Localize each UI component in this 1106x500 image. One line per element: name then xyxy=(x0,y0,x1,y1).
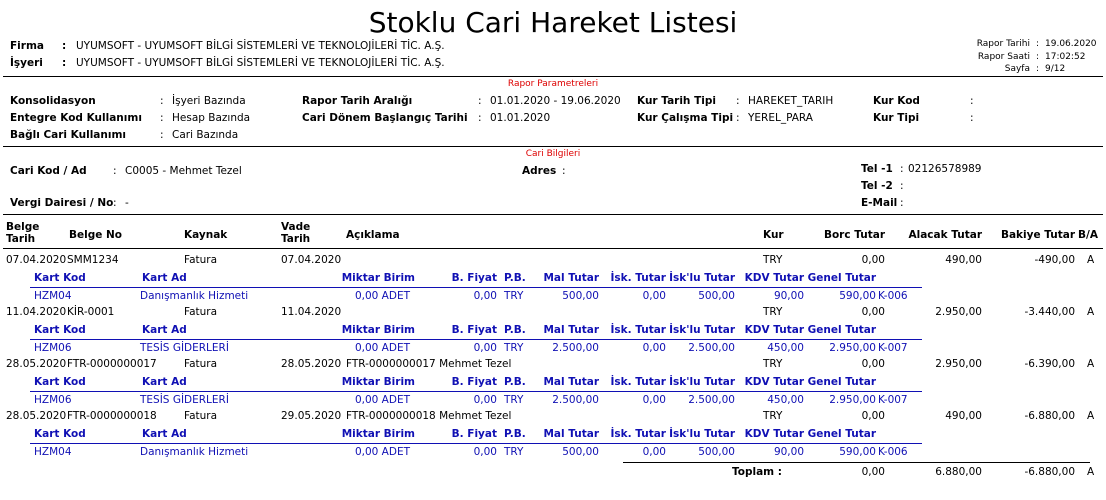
sub-col-miktar-birim: Miktar Birim xyxy=(341,272,415,284)
tx-belge-tarih: 28.05.2020 xyxy=(6,410,67,422)
sayfa-label: Sayfa xyxy=(1004,64,1030,74)
entegre-sep: : xyxy=(160,112,164,124)
col-kur: Kur xyxy=(763,229,784,241)
kur-tarih-tipi-sep: : xyxy=(736,95,740,107)
tx-kur: TRY xyxy=(763,358,783,370)
detail-isk-tutar: 0,00 xyxy=(642,342,666,354)
col-belge-no: Belge No xyxy=(69,229,123,241)
sub-header-divider xyxy=(30,391,922,392)
detail-mal-tutar: 500,00 xyxy=(562,290,599,302)
tarih-araligi-label: Rapor Tarih Aralığı xyxy=(302,95,413,107)
totals-alacak: 6.880,00 xyxy=(935,466,982,478)
detail-genel-tutar: 2.950,00 xyxy=(829,394,876,406)
sub-col-miktar-birim: Miktar Birim xyxy=(341,324,415,336)
tx-alacak: 2.950,00 xyxy=(935,358,982,370)
tx-borc: 0,00 xyxy=(861,254,885,266)
totals-label: Toplam : xyxy=(732,466,782,478)
tx-aciklama: FTR-0000000018 Mehmet Tezel xyxy=(346,410,512,422)
sub-col-pb: P.B. xyxy=(504,324,526,336)
col-bakiye: Bakiye Tutar xyxy=(1000,229,1075,241)
detail-b-fiyat: 0,00 xyxy=(473,446,497,458)
sub-col-mal-tutar: Mal Tutar xyxy=(543,428,599,440)
detail-kod: K-006 xyxy=(878,290,908,302)
email-sep: : xyxy=(900,197,904,209)
col-alacak: Alacak Tutar xyxy=(908,229,982,241)
sub-col-genel-tutar: Genel Tutar xyxy=(807,376,876,388)
detail-miktar: 0,00 ADET xyxy=(354,290,410,302)
donem-label: Cari Dönem Başlangıç Tarihi xyxy=(302,112,468,124)
sub-col-iskli-tutar: İsk'lu Tutar xyxy=(669,272,735,284)
konsolidasyon-sep: : xyxy=(160,95,164,107)
tx-kur: TRY xyxy=(763,306,783,318)
tx-vade-tarih: 28.05.2020 xyxy=(281,358,342,370)
tx-alacak: 490,00 xyxy=(945,254,982,266)
sub-col-kart-ad: Kart Ad xyxy=(142,272,187,284)
bagli-label: Bağlı Cari Kullanımı xyxy=(10,129,127,141)
kur-kod-label: Kur Kod xyxy=(873,95,920,107)
kur-kod-sep: : xyxy=(970,95,974,107)
detail-kart-kod: HZM04 xyxy=(34,446,72,458)
tx-belge-tarih: 28.05.2020 xyxy=(6,358,67,370)
sub-col-kart-kod: Kart Kod xyxy=(34,428,86,440)
kur-calisma-sep: : xyxy=(736,112,740,124)
konsolidasyon-label: Konsolidasyon xyxy=(10,95,96,107)
email-label: E-Mail xyxy=(861,197,898,209)
divider xyxy=(3,76,1103,77)
kur-tarih-tipi-label: Kur Tarih Tipi xyxy=(637,95,716,107)
tx-vade-tarih: 11.04.2020 xyxy=(281,306,342,318)
detail-kdv-tutar: 90,00 xyxy=(773,446,804,458)
sub-col-kart-ad: Kart Ad xyxy=(142,376,187,388)
isyeri-label: İşyeri xyxy=(10,57,43,69)
sub-col-kdv-tutar: KDV Tutar xyxy=(744,376,804,388)
tx-kaynak: Fatura xyxy=(184,254,218,266)
col-kaynak: Kaynak xyxy=(184,229,228,241)
detail-isk-tutar: 0,00 xyxy=(642,290,666,302)
divider xyxy=(3,248,1103,249)
sub-col-iskli-tutar: İsk'lu Tutar xyxy=(669,324,735,336)
detail-pb: TRY xyxy=(504,290,524,302)
tarih-araligi-sep: : xyxy=(478,95,482,107)
sub-col-iskli-tutar: İsk'lu Tutar xyxy=(669,428,735,440)
rapor-saati-sep: : xyxy=(1036,52,1040,62)
firma-value: UYUMSOFT - UYUMSOFT BİLGİ SİSTEMLERİ VE TEKNOLOJİLERİ TİC. A.Ş. xyxy=(76,40,445,52)
sub-col-b-fiyat: B. Fiyat xyxy=(451,376,497,388)
detail-kdv-tutar: 90,00 xyxy=(773,290,804,302)
detail-pb: TRY xyxy=(504,446,524,458)
report-title: Stoklu Cari Hareket Listesi xyxy=(368,6,738,39)
tx-borc: 0,00 xyxy=(861,306,885,318)
col-aciklama: Açıklama xyxy=(346,229,400,241)
tx-alacak: 490,00 xyxy=(945,410,982,422)
kur-tipi-label: Kur Tipi xyxy=(873,112,920,124)
sub-col-isk-tutar: İsk. Tutar xyxy=(610,272,666,284)
sub-header-divider xyxy=(30,339,922,340)
detail-mal-tutar: 2.500,00 xyxy=(552,342,599,354)
tel2-sep: : xyxy=(900,180,904,192)
kur-calisma-label: Kur Çalışma Tipi xyxy=(637,112,734,124)
isyeri-value: UYUMSOFT - UYUMSOFT BİLGİ SİSTEMLERİ VE TEKNOLOJİLERİ TİC. A.Ş. xyxy=(76,57,445,69)
tx-kaynak: Fatura xyxy=(184,410,218,422)
sub-col-pb: P.B. xyxy=(504,272,526,284)
detail-b-fiyat: 0,00 xyxy=(473,394,497,406)
col-belge-tarih: Belge Tarih xyxy=(6,221,40,245)
tx-ba: A xyxy=(1087,358,1095,370)
tx-ba: A xyxy=(1087,254,1095,266)
tel1-sep: : xyxy=(900,163,904,175)
detail-pb: TRY xyxy=(504,342,524,354)
sub-col-isk-tutar: İsk. Tutar xyxy=(610,376,666,388)
totals-ba: A xyxy=(1087,466,1095,478)
sub-col-isk-tutar: İsk. Tutar xyxy=(610,324,666,336)
tx-kaynak: Fatura xyxy=(184,358,218,370)
rapor-tarihi-sep: : xyxy=(1036,39,1040,49)
tx-bakiye: -3.440,00 xyxy=(1024,306,1075,318)
detail-isk-tutar: 0,00 xyxy=(642,394,666,406)
entegre-label: Entegre Kod Kullanımı xyxy=(10,112,142,124)
detail-mal-tutar: 2.500,00 xyxy=(552,394,599,406)
totals-divider xyxy=(623,462,1090,463)
tx-vade-tarih: 07.04.2020 xyxy=(281,254,342,266)
tx-belge-no: SMM1234 xyxy=(67,254,119,266)
detail-kod: K-007 xyxy=(878,342,908,354)
tx-kur: TRY xyxy=(763,410,783,422)
sub-col-kart-kod: Kart Kod xyxy=(34,324,86,336)
detail-kart-kod: HZM06 xyxy=(34,342,72,354)
tx-borc: 0,00 xyxy=(861,410,885,422)
detail-iskli-tutar: 2.500,00 xyxy=(688,394,735,406)
konsolidasyon-value: İşyeri Bazında xyxy=(172,95,246,107)
kur-tarih-tipi-value: HAREKET_TARIH xyxy=(748,95,834,107)
detail-genel-tutar: 590,00 xyxy=(839,290,876,302)
tel2-label: Tel -2 xyxy=(861,180,893,192)
cari-kod-ad-sep: : xyxy=(113,165,117,177)
rapor-tarihi-label: Rapor Tarihi xyxy=(976,39,1030,49)
detail-b-fiyat: 0,00 xyxy=(473,342,497,354)
sub-col-kart-ad: Kart Ad xyxy=(142,428,187,440)
detail-kdv-tutar: 450,00 xyxy=(767,342,804,354)
tx-ba: A xyxy=(1087,410,1095,422)
detail-genel-tutar: 2.950,00 xyxy=(829,342,876,354)
bagli-sep: : xyxy=(160,129,164,141)
tx-kur: TRY xyxy=(763,254,783,266)
divider xyxy=(3,146,1103,147)
entegre-value: Hesap Bazında xyxy=(172,112,251,124)
tx-alacak: 2.950,00 xyxy=(935,306,982,318)
sub-col-b-fiyat: B. Fiyat xyxy=(451,272,497,284)
sub-col-kdv-tutar: KDV Tutar xyxy=(744,428,804,440)
sub-col-kart-kod: Kart Kod xyxy=(34,272,86,284)
firma-sep: : xyxy=(62,40,67,52)
cari-kod-ad: C0005 - Mehmet Tezel xyxy=(125,165,242,177)
cari-kod-ad-label: Cari Kod / Ad xyxy=(10,165,87,177)
kur-tipi-sep: : xyxy=(970,112,974,124)
tx-belge-no: FTR-0000000018 xyxy=(67,410,157,422)
tx-belge-tarih: 07.04.2020 xyxy=(6,254,67,266)
detail-kart-ad: TESİS GİDERLERİ xyxy=(140,342,229,354)
tx-vade-tarih: 29.05.2020 xyxy=(281,410,342,422)
detail-pb: TRY xyxy=(504,394,524,406)
bagli-value: Cari Bazında xyxy=(172,129,239,141)
detail-kod: K-007 xyxy=(878,394,908,406)
sub-col-mal-tutar: Mal Tutar xyxy=(543,376,599,388)
sub-col-kdv-tutar: KDV Tutar xyxy=(744,324,804,336)
detail-kdv-tutar: 450,00 xyxy=(767,394,804,406)
sub-col-kart-kod: Kart Kod xyxy=(34,376,86,388)
sub-col-kdv-tutar: KDV Tutar xyxy=(744,272,804,284)
params-title: Rapor Parametreleri xyxy=(507,79,599,89)
sub-col-iskli-tutar: İsk'lu Tutar xyxy=(669,376,735,388)
tx-bakiye: -6.880,00 xyxy=(1024,410,1075,422)
detail-iskli-tutar: 2.500,00 xyxy=(688,342,735,354)
tx-borc: 0,00 xyxy=(861,358,885,370)
rapor-saati-label: Rapor Saati xyxy=(977,52,1030,62)
col-vade-tarih: Vade Tarih xyxy=(281,221,311,245)
detail-b-fiyat: 0,00 xyxy=(473,290,497,302)
firma-label: Firma xyxy=(10,40,44,52)
sub-col-pb: P.B. xyxy=(504,428,526,440)
cari-title: Cari Bilgileri xyxy=(525,149,581,159)
sub-col-b-fiyat: B. Fiyat xyxy=(451,324,497,336)
divider xyxy=(3,214,1103,215)
totals-borc: 0,00 xyxy=(861,466,885,478)
tx-belge-tarih: 11.04.2020 xyxy=(6,306,67,318)
donem-sep: : xyxy=(478,112,482,124)
isyeri-sep: : xyxy=(62,57,67,69)
rapor-saati: 17:02:52 xyxy=(1045,52,1086,62)
tel1-label: Tel -1 xyxy=(861,163,893,175)
tx-belge-no: KİR-0001 xyxy=(67,306,115,318)
tx-ba: A xyxy=(1087,306,1095,318)
vergi-value: - xyxy=(125,197,129,209)
rapor-tarihi: 19.06.2020 xyxy=(1045,39,1097,49)
adres-sep: : xyxy=(562,165,566,177)
detail-kart-kod: HZM04 xyxy=(34,290,72,302)
donem-value: 01.01.2020 xyxy=(490,112,551,124)
sub-header-divider xyxy=(30,443,922,444)
vergi-label: Vergi Dairesi / No xyxy=(10,197,114,209)
detail-genel-tutar: 590,00 xyxy=(839,446,876,458)
kur-calisma-value: YEREL_PARA xyxy=(748,112,813,124)
vergi-sep: : xyxy=(113,197,117,209)
tel1-value: 02126578989 xyxy=(908,163,982,175)
detail-kart-kod: HZM06 xyxy=(34,394,72,406)
detail-isk-tutar: 0,00 xyxy=(642,446,666,458)
tx-bakiye: -490,00 xyxy=(1034,254,1075,266)
detail-kod: K-006 xyxy=(878,446,908,458)
detail-miktar: 0,00 ADET xyxy=(354,342,410,354)
adres-label: Adres xyxy=(522,165,557,177)
detail-miktar: 0,00 ADET xyxy=(354,394,410,406)
tarih-araligi-value: 01.01.2020 - 19.06.2020 xyxy=(490,95,621,107)
detail-mal-tutar: 500,00 xyxy=(562,446,599,458)
sub-col-mal-tutar: Mal Tutar xyxy=(543,272,599,284)
sub-col-genel-tutar: Genel Tutar xyxy=(807,428,876,440)
totals-bakiye: -6.880,00 xyxy=(1024,466,1075,478)
sub-col-genel-tutar: Genel Tutar xyxy=(807,272,876,284)
sub-header-divider xyxy=(30,287,922,288)
sub-col-miktar-birim: Miktar Birim xyxy=(341,376,415,388)
detail-miktar: 0,00 ADET xyxy=(354,446,410,458)
sub-col-genel-tutar: Genel Tutar xyxy=(807,324,876,336)
col-borc: Borc Tutar xyxy=(823,229,885,241)
detail-kart-ad: TESİS GİDERLERİ xyxy=(140,394,229,406)
detail-iskli-tutar: 500,00 xyxy=(698,290,735,302)
sub-col-kart-ad: Kart Ad xyxy=(142,324,187,336)
detail-iskli-tutar: 500,00 xyxy=(698,446,735,458)
sub-col-pb: P.B. xyxy=(504,376,526,388)
col-ba: B/A xyxy=(1078,229,1098,241)
detail-kart-ad: Danışmanlık Hizmeti xyxy=(140,446,249,458)
sub-col-miktar-birim: Miktar Birim xyxy=(341,428,415,440)
tx-bakiye: -6.390,00 xyxy=(1024,358,1075,370)
tx-kaynak: Fatura xyxy=(184,306,218,318)
sub-col-mal-tutar: Mal Tutar xyxy=(543,324,599,336)
tx-aciklama: FTR-0000000017 Mehmet Tezel xyxy=(346,358,512,370)
detail-kart-ad: Danışmanlık Hizmeti xyxy=(140,290,249,302)
sayfa-sep: : xyxy=(1036,64,1040,74)
tx-belge-no: FTR-0000000017 xyxy=(67,358,157,370)
sayfa: 9/12 xyxy=(1045,64,1066,74)
sub-col-b-fiyat: B. Fiyat xyxy=(451,428,497,440)
sub-col-isk-tutar: İsk. Tutar xyxy=(610,428,666,440)
